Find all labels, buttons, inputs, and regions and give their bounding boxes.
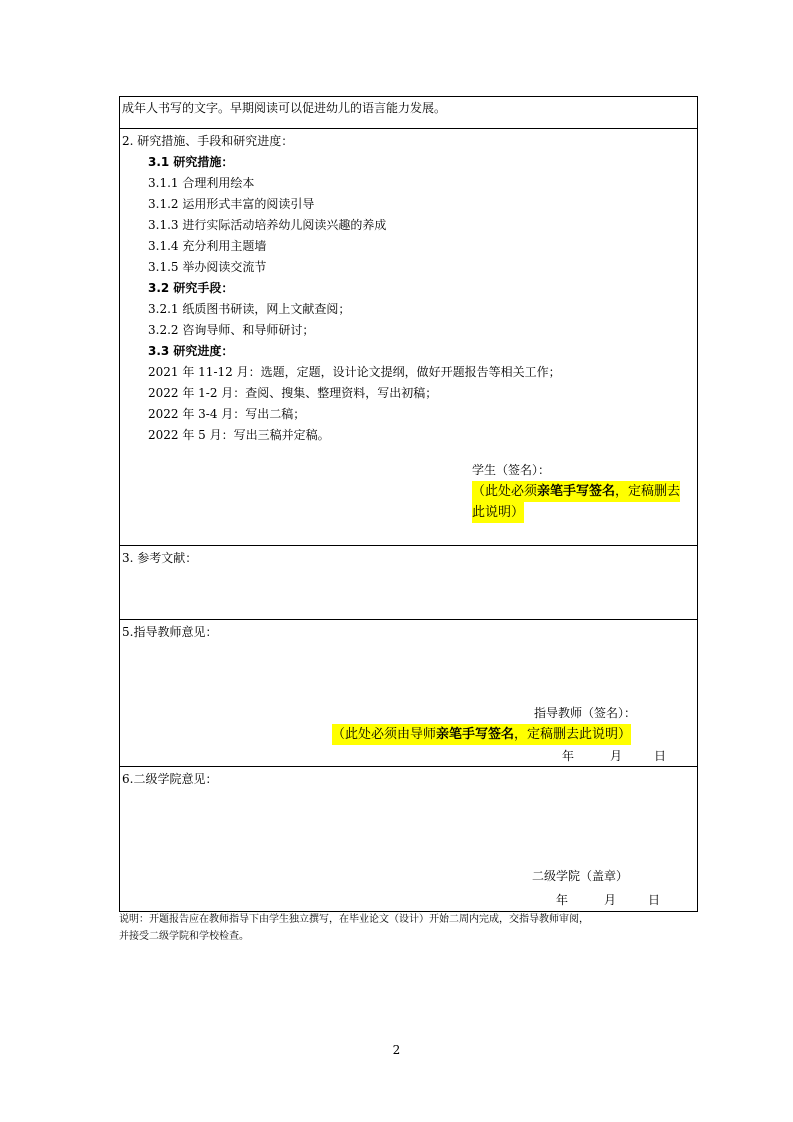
section6-heading: 6.二级学院意见：	[122, 772, 218, 786]
measure-item: 3.1.1 合理利用绘本	[148, 176, 255, 190]
college-date-day: 日	[648, 893, 661, 907]
section3-heading: 3. 参考文献：	[122, 551, 198, 565]
advisor-signature-note	[332, 724, 631, 745]
advisor-date-day: 日	[654, 749, 667, 763]
student-signature-note	[472, 481, 680, 502]
college-opinion-cell	[120, 767, 698, 912]
advisor-opinion-cell	[120, 620, 698, 767]
means-title: 3.2 研究手段：	[148, 281, 234, 295]
advisor-date-year: 年	[562, 749, 575, 763]
advisor-signature-label: 指导教师（签名）：	[534, 706, 637, 720]
means-item: 3.2.1 纸质图书研读，网上文献查阅；	[148, 302, 351, 316]
student-signature-label: 学生（签名）：	[472, 463, 551, 477]
section2-heading: 2. 研究措施、手段和研究进度：	[122, 134, 294, 148]
advisor-note-post: ，定稿删去此说明）	[514, 727, 632, 742]
continuation-text: 成年人书写的文字。早期阅读可以促进幼儿的语言能力发展。	[122, 101, 447, 115]
student-note-line2: 此说明）	[472, 502, 524, 523]
advisor-note-bold: 亲笔手写签名	[436, 727, 515, 742]
schedule-item: 2022 年 1-2 月：查阅、搜集、整理资料，写出初稿；	[148, 386, 438, 400]
college-seal-label: 二级学院（盖章）	[532, 869, 629, 883]
advisor-date-month: 月	[610, 749, 623, 763]
footnote-line: 并接受二级学院和学校检查。	[119, 931, 249, 942]
references-cell	[120, 546, 698, 620]
proposal-form-table	[119, 96, 698, 912]
measures-title: 3.1 研究措施：	[148, 155, 234, 169]
college-date-month: 月	[604, 893, 617, 907]
student-note-pre: （此处必须	[472, 484, 538, 499]
advisor-note-pre: （此处必须由导师	[332, 727, 437, 742]
measure-item: 3.1.4 充分利用主题墙	[148, 239, 267, 253]
student-note-bold: 亲笔手写签名	[537, 484, 616, 499]
measure-item: 3.1.2 运用形式丰富的阅读引导	[148, 197, 315, 211]
footnote	[119, 911, 698, 945]
measure-item: 3.1.5 举办阅读交流节	[148, 260, 267, 274]
student-note-post: ，定稿删去	[615, 484, 681, 499]
schedule-item: 2022 年 3-4 月：写出二稿；	[148, 407, 306, 421]
college-date-year: 年	[556, 893, 569, 907]
schedule-item: 2022 年 5 月：写出三稿并定稿。	[148, 428, 330, 442]
schedule-item: 2021 年 11-12 月：选题，定题，设计论文提纲，做好开题报告等相关工作；	[148, 365, 561, 379]
section5-heading: 5.指导教师意见：	[122, 625, 218, 639]
page-number: 2	[392, 1043, 401, 1057]
schedule-title: 3.3 研究进度：	[148, 344, 234, 358]
means-item: 3.2.2 咨询导师、和导师研讨；	[148, 323, 315, 337]
measure-item: 3.1.3 进行实际活动培养幼儿阅读兴趣的养成	[148, 218, 387, 232]
research-plan-cell	[120, 129, 698, 546]
continuation-cell	[120, 97, 698, 129]
footnote-line: 说明：开题报告应在教师指导下由学生独立撰写，在毕业论文（设计）开始二周内完成，交指导教师审阅，	[119, 914, 589, 925]
